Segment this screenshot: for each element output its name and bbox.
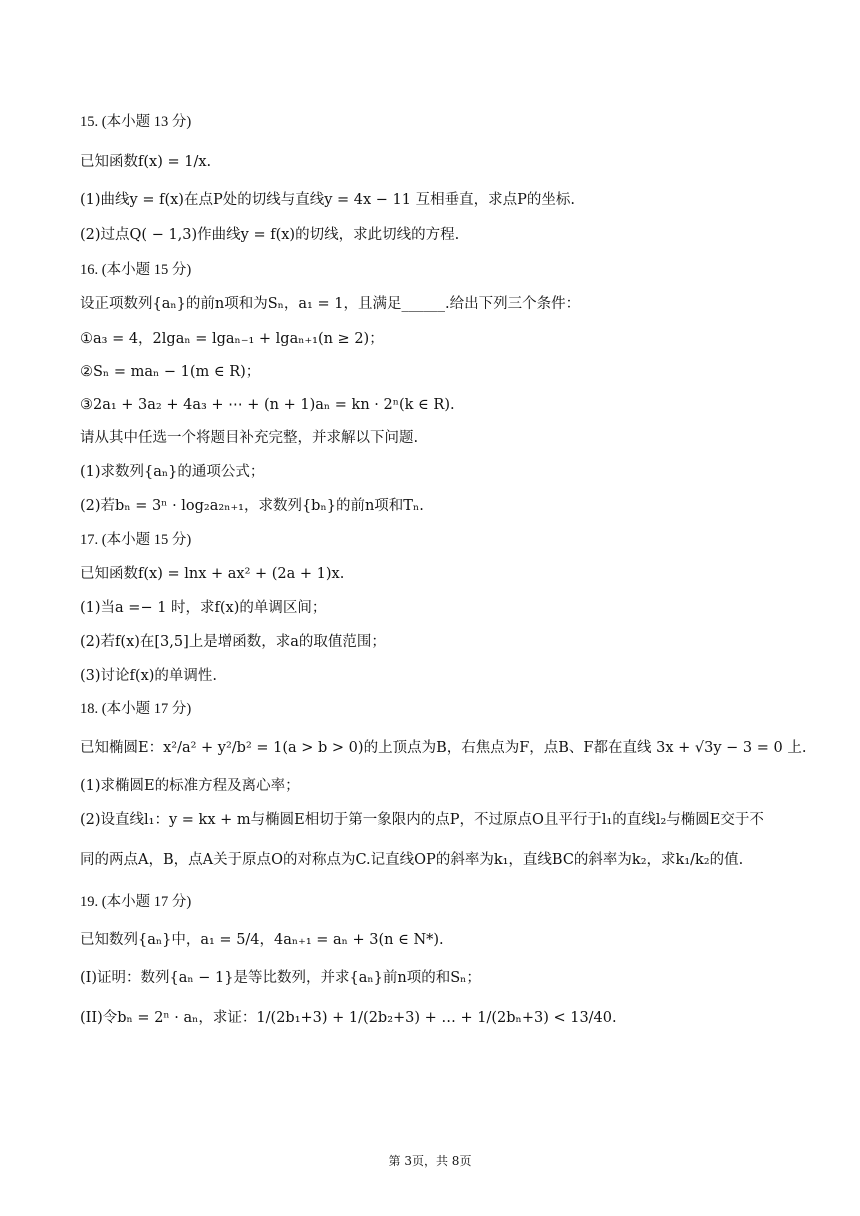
question-line: 已知数列{aₙ}中，a₁ = 5/4，4aₙ₊₁ = aₙ + 3(n ∈ N*).	[80, 932, 444, 948]
question-heading: 15. (本小题 13 分)	[80, 114, 192, 130]
question-line: 已知椭圆E：x²/a² + y²/b² = 1(a > b > 0)的上顶点为B，右焦点为F，点B、F都在直线 3x + √3y − 3 = 0 上.	[80, 740, 807, 756]
question-line: 同的两点A，B，点A关于原点O的对称点为C.记直线OP的斜率为k₁，直线BC的斜率为k₂，求k₁/k₂的值.	[80, 852, 744, 868]
question-line: 已知函数f(x) = lnx + ax² + (2a + 1)x.	[80, 566, 345, 582]
question-line: (1)当a =− 1 时，求f(x)的单调区间；	[80, 600, 327, 616]
question-heading: 16. (本小题 15 分)	[80, 262, 192, 278]
question-line: ①a₃ = 4，2lgaₙ = lgaₙ₋₁ + lgaₙ₊₁(n ≥ 2)；	[80, 331, 384, 347]
question-line: (2)设直线l₁：y = kx + m与椭圆E相切于第一象限内的点P，不过原点O且平行于l₁的直线l₂与椭圆E交于不	[80, 812, 764, 828]
question-line: (1)求数列{aₙ}的通项公式；	[80, 464, 265, 480]
question-line: (2)若f(x)在[3,5]上是增函数，求a的取值范围；	[80, 634, 386, 650]
question-line: 请从其中任选一个将题目补充完整，并求解以下问题.	[80, 430, 419, 446]
question-heading: 19. (本小题 17 分)	[80, 894, 192, 910]
question-heading: 17. (本小题 15 分)	[80, 532, 192, 548]
question-line: (2)过点Q( − 1,3)作曲线y = f(x)的切线，求此切线的方程.	[80, 227, 460, 243]
question-line: (2)若bₙ = 3ⁿ · log₂a₂ₙ₊₁，求数列{bₙ}的前n项和Tₙ.	[80, 498, 424, 514]
question-line: 已知函数f(x) = 1/x.	[80, 154, 212, 170]
question-line: 设正项数列{aₙ}的前n项和为Sₙ，a₁ = 1，且满足______.给出下列三个条件：	[80, 296, 581, 312]
question-line: (I)证明：数列{aₙ − 1}是等比数列，并求{aₙ}前n项的和Sₙ；	[80, 970, 481, 986]
question-line: ③2a₁ + 3a₂ + 4a₃ + ⋯ + (n + 1)aₙ = kn · 2ⁿ(k ∈ R).	[80, 397, 455, 413]
question-line: ②Sₙ = maₙ − 1(m ∈ R)；	[80, 364, 261, 380]
question-line: (II)令bₙ = 2ⁿ · aₙ，求证：1/(2b₁+3) + 1/(2b₂+3) + … + 1/(2bₙ+3) < 13/40.	[80, 1010, 617, 1026]
question-line: (3)讨论f(x)的单调性.	[80, 668, 218, 684]
page-footer: 第 3页，共 8页	[388, 1154, 472, 1168]
question-line: (1)曲线y = f(x)在点P处的切线与直线y = 4x − 11 互相垂直，求点P的坐标.	[80, 192, 575, 208]
question-line: (1)求椭圆E的标准方程及离心率；	[80, 778, 300, 794]
question-heading: 18. (本小题 17 分)	[80, 701, 192, 717]
